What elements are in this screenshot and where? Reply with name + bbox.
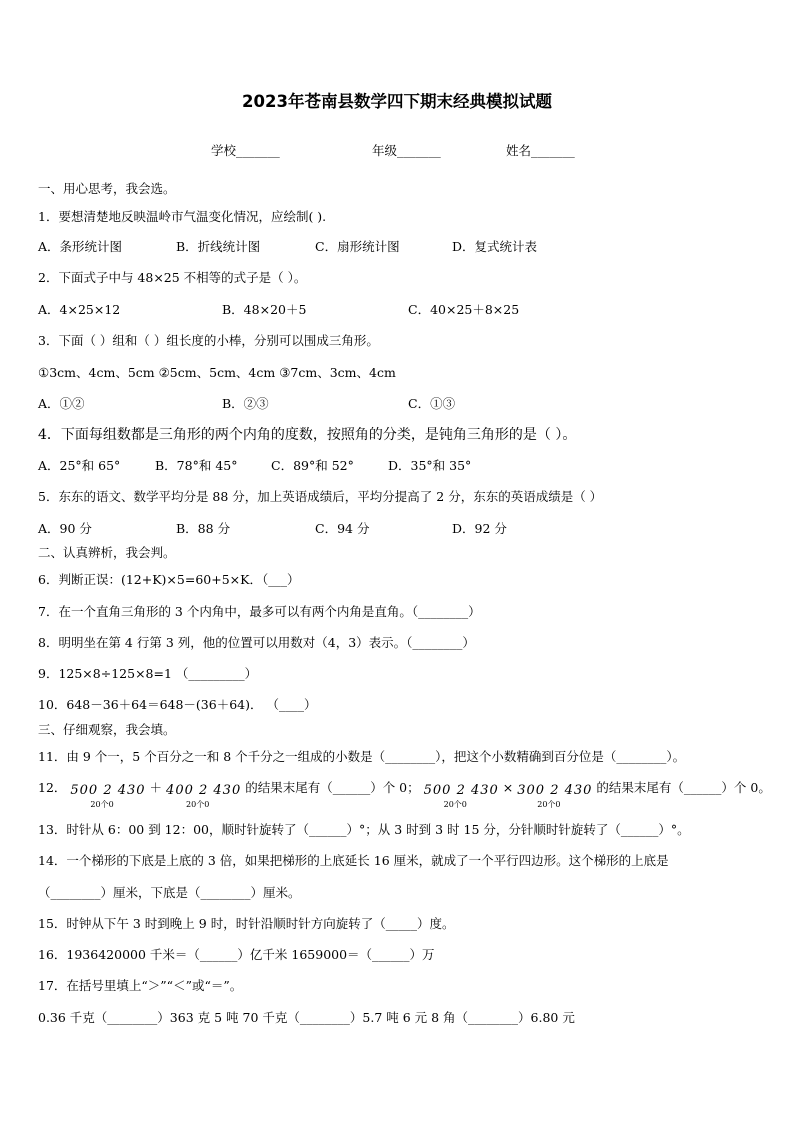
- q12-expression-b: 400 2 430 20个0: [166, 783, 242, 809]
- q4-stem: 4．下面每组数都是三角形的两个内角的度数，按照角的分类，是钝角三角形的是（ ）。: [38, 427, 577, 443]
- q15-stem: 15．时钟从下午 3 时到晚上 9 时，时针沿顺时针方向旋转了（_____）度。: [38, 916, 455, 931]
- q12-stem: [38, 780, 771, 809]
- q5-option-d: D．92 分: [452, 521, 507, 536]
- q14-stem-line2: （________）厘米，下底是（________）厘米。: [38, 885, 301, 900]
- q5-stem: 5．东东的语文、数学平均分是 88 分，加上英语成绩后，平均分提高了 2 分，东东的英语成绩是（ ）: [38, 489, 603, 504]
- school-field: 学校_______: [211, 143, 280, 158]
- section-1-heading: 一、用心思考，我会选。: [38, 181, 176, 196]
- q12-expression-a: 500 2 430 20个0: [70, 783, 146, 809]
- q3-stem: 3．下面（ ）组和（ ）组长度的小棒，分别可以围成三角形。: [38, 333, 379, 348]
- q8-stem: 8．明明坐在第 4 行第 3 列，他的位置可以用数对（4，3）表示。（________）: [38, 635, 475, 650]
- q5-option-a: A．90 分: [38, 521, 92, 536]
- q6-stem: 6．判断正误：(12+K)×5=60+5×K．（___）: [38, 572, 300, 587]
- q3-option-b: B．②③: [222, 396, 269, 411]
- q13-stem: 13．时针从 6：00 到 12：00，顺时针旋转了（______）°；从 3 时到 3 时 15 分，分针顺时针旋转了（______）°。: [38, 822, 690, 837]
- plus-operator: ＋: [149, 780, 163, 795]
- q1-option-d: D．复式统计表: [452, 239, 538, 254]
- q4-option-d: D．35°和 35°: [388, 458, 472, 473]
- q5-option-c: C．94 分: [315, 521, 370, 536]
- section-2-heading: 二、认真辨析，我会判。: [38, 545, 176, 560]
- q5-option-b: B．88 分: [176, 521, 231, 536]
- q2-option-b: B．48×20＋5: [222, 302, 307, 317]
- grade-field: 年级_______: [372, 143, 441, 158]
- q16-stem: 16．1936420000 千米＝（______）亿千米 1659000＝（______）万: [38, 947, 435, 962]
- name-field: 姓名_______: [506, 143, 575, 158]
- q10-stem: 10．648－36＋64＝648－(36＋64)． （____）: [38, 697, 317, 712]
- q12-text-1: 的结果末尾有（______）个 0；: [245, 780, 420, 795]
- q7-stem: 7．在一个直角三角形的 3 个内角中，最多可以有两个内角是直角。（________）: [38, 604, 481, 619]
- q12-expression-c: 500 2 430 20个0: [423, 783, 499, 809]
- q12-expression-d: 300 2 430 20个0: [517, 783, 593, 809]
- q1-option-a: A．条形统计图: [38, 239, 123, 254]
- q3-items: ①3cm、4cm、5cm ②5cm、5cm、4cm ③7cm、3cm、4cm: [38, 365, 396, 380]
- q2-option-c: C．40×25＋8×25: [408, 302, 520, 317]
- q3-option-a: A．①②: [38, 396, 85, 411]
- q2-stem: 2．下面式子中与 48×25 不相等的式子是（ ）。: [38, 270, 307, 285]
- times-operator: ×: [502, 780, 514, 795]
- page-title: 2023年苍南县数学四下期末经典模拟试题: [242, 92, 552, 111]
- q4-option-c: C．89°和 52°: [271, 458, 354, 473]
- q17-items: 0.36 千克（________）363 克 5 吨 70 千克（________）5.7 吨 6 元 8 角（________）6.80 元: [38, 1010, 575, 1025]
- q4-option-a: A．25°和 65°: [38, 458, 121, 473]
- q9-stem: 9．125×8÷125×8=1 （_________）: [38, 666, 258, 681]
- q14-stem-line1: 14．一个梯形的下底是上底的 3 倍，如果把梯形的上底延长 16 厘米，就成了一个平行四边形。这个梯形的上底是: [38, 853, 669, 868]
- q1-stem: 1．要想清楚地反映温岭市气温变化情况，应绘制( ).: [38, 209, 327, 224]
- q3-option-c: C．①③: [408, 396, 456, 411]
- q11-stem: 11．由 9 个一，5 个百分之一和 8 个千分之一组成的小数是（________），把这个小数精确到百分位是（________）。: [38, 749, 686, 764]
- q2-option-a: A．4×25×12: [38, 302, 121, 317]
- section-3-heading: 三、仔细观察，我会填。: [38, 722, 176, 737]
- q12-number: 12．: [38, 780, 67, 795]
- q4-option-b: B．78°和 45°: [155, 458, 238, 473]
- q1-option-c: C．扇形统计图: [315, 239, 400, 254]
- q12-text-2: 的结果末尾有（______）个 0。: [596, 780, 771, 795]
- q17-stem: 17．在括号里填上“＞”“＜”或“＝”。: [38, 978, 243, 993]
- q1-option-b: B．折线统计图: [176, 239, 261, 254]
